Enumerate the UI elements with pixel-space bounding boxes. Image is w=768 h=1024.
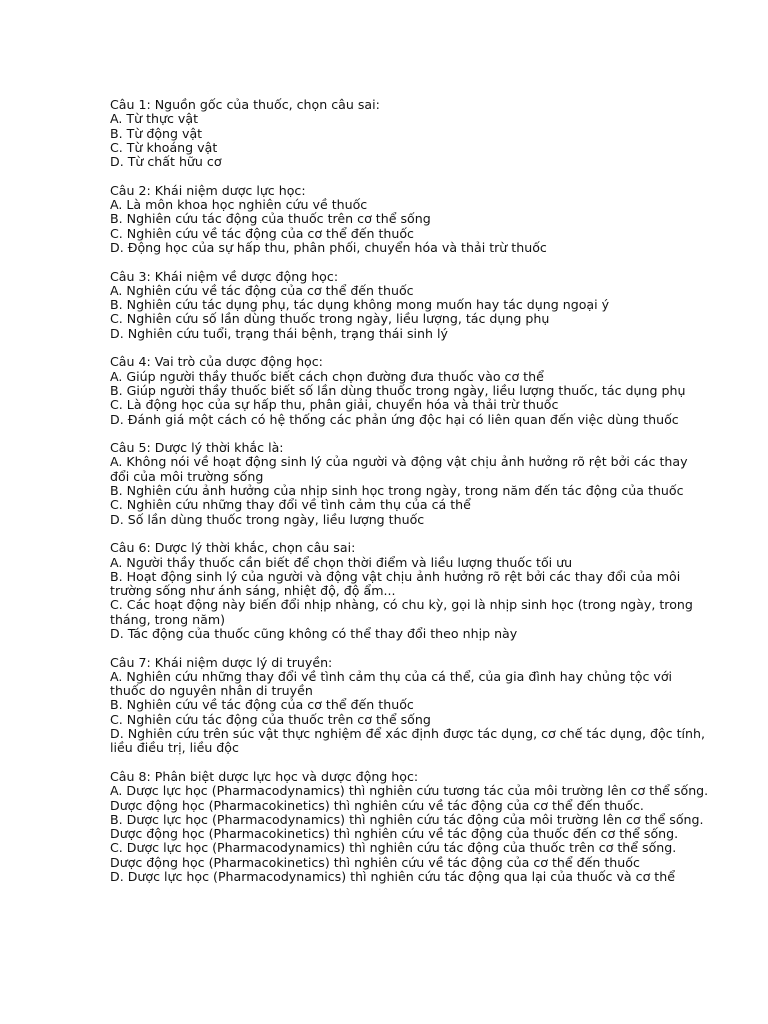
answer-option-a: A. Dược lực học (Pharmacodynamics) thì nghiên cứu tương tác của môi trường lên cơ thể sống. Dược động học (Pharmacokinetics) thì nghiên cứu về tác động của cơ thể đến thuốc. [110, 783, 709, 813]
question-title: Câu 1: Nguồn gốc của thuốc, chọn câu sai: [110, 97, 380, 112]
answer-option-c: C. Nghiên cứu số lần dùng thuốc trong ngày, liều lượng, tác dụng phụ [110, 311, 550, 327]
answer-option-a: A. Người thầy thuốc cần biết để chọn thời điểm và liều lượng thuốc tối ưu [110, 554, 573, 570]
question-title: Câu 8: Phân biệt dược lực học và dược động học: [110, 768, 419, 784]
answer-option-a: A. Giúp người thầy thuốc biết cách chọn đường đưa thuốc vào cơ thể [110, 368, 544, 384]
question-3 [110, 270, 710, 341]
question-title: Câu 5: Dược lý thời khắc là: [110, 440, 284, 456]
answer-option-b: B. Nghiên cứu về tác động của cơ thể đến thuốc [110, 697, 414, 713]
question-title: Câu 6: Dược lý thời khắc, chọn câu sai: [110, 540, 356, 556]
question-title: Câu 3: Khái niệm về dược động học: [110, 268, 339, 284]
question-7 [110, 656, 710, 756]
answer-option-c: C. Nghiên cứu những thay đổi về tình cảm thụ của cá thể [110, 497, 471, 513]
answer-option-c: C. Là động học của sự hấp thu, phân giải, chuyển hóa và thải trừ thuốc [110, 397, 559, 413]
answer-option-b: B. Giúp người thầy thuốc biết số lần dùng thuốc trong ngày, liều lượng thuốc, tác dụng phụ [110, 382, 686, 398]
question-6 [110, 541, 710, 641]
question-4 [110, 355, 710, 426]
answer-option-a: A. Nghiên cứu những thay đổi về tình cảm thụ của cá thể, của gia đình hay chủng tộc với thuốc do nguyên nhân di truyền [110, 668, 673, 699]
question-5 [110, 441, 710, 527]
question-title: Câu 7: Khái niệm dược lý di truyền: [110, 654, 333, 670]
answer-option-b: B. Nghiên cứu tác dụng phụ, tác dụng không mong muốn hay tác dụng ngoại ý [110, 297, 610, 313]
answer-option-c: C. Từ khoáng vật [110, 139, 218, 155]
answer-option-b: B. Nghiên cứu tác động của thuốc trên cơ thể sống [110, 211, 431, 227]
answer-option-c: C. Nghiên cứu tác động của thuốc trên cơ thể sống [110, 711, 431, 727]
answer-option-a: A. Từ thực vật [110, 111, 199, 127]
question-1 [110, 98, 710, 169]
answer-option-c: C. Nghiên cứu về tác động của cơ thể đến thuốc [110, 225, 414, 241]
answer-option-b: B. Từ động vật [110, 125, 203, 141]
answer-option-d: D. Số lần dùng thuốc trong ngày, liều lượng thuốc [110, 511, 425, 527]
answer-option-d: D. Động học của sự hấp thu, phân phối, chuyển hóa và thải trừ thuốc [110, 239, 547, 255]
answer-option-d: D. Đánh giá một cách có hệ thống các phản ứng độc hại có liên quan đến việc dùng thuốc [110, 411, 679, 427]
question-8 [110, 770, 710, 884]
answer-option-d: D. Nghiên cứu trên súc vật thực nghiệm để xác định được tác dụng, cơ chế tác dụng, độc tính, liều điều trị, liều độc [110, 726, 705, 756]
answer-option-c: C. Dược lực học (Pharmacodynamics) thì nghiên cứu tác động của thuốc trên cơ thể sống. Dược động học (Pharmacokinetics) thì nghiên cứu về tác động của cơ thể đến thuốc [110, 840, 677, 870]
answer-option-a: A. Là môn khoa học nghiên cứu về thuốc [110, 197, 368, 213]
answer-option-c: C. Các hoạt động này biến đổi nhịp nhàng, có chu kỳ, gọi là nhịp sinh học (trong ngày, trong tháng, trong năm) [110, 597, 693, 627]
question-list [110, 98, 710, 899]
answer-option-d: D. Từ chất hữu cơ [110, 154, 222, 170]
answer-option-d: D. Nghiên cứu tuổi, trạng thái bệnh, trạng thái sinh lý [110, 325, 448, 341]
answer-option-a: A. Không nói về hoạt động sinh lý của người và động vật chịu ảnh hưởng rõ rệt bởi các thay đổi của môi trường sống [110, 454, 688, 484]
answer-option-b: B. Dược lực học (Pharmacodynamics) thì nghiên cứu tác động của môi trường lên cơ thể sống. Dược động học (Pharmacokinetics) thì nghiên cứu về tác động của thuốc đến cơ thể sống. [110, 811, 704, 842]
answer-option-a: A. Nghiên cứu về tác động của cơ thể đến thuốc [110, 282, 414, 298]
question-title: Câu 4: Vai trò của dược động học: [110, 354, 323, 370]
answer-option-d: D. Dược lực học (Pharmacodynamics) thì nghiên cứu tác động qua lại của thuốc và cơ thể [110, 869, 675, 885]
question-title: Câu 2: Khái niệm dược lực học: [110, 182, 306, 198]
answer-option-b: B. Nghiên cứu ảnh hưởng của nhịp sinh học trong ngày, trong năm đến tác động của thuốc [110, 483, 684, 499]
question-2 [110, 184, 710, 255]
answer-option-b: B. Hoạt động sinh lý của người và động vật chịu ảnh hưởng rõ rệt bởi các thay đổi của môi trường sống như ánh sáng, nhiệt độ, độ ẩm... [110, 568, 681, 599]
answer-option-d: D. Tác động của thuốc cũng không có thể thay đổi theo nhịp này [110, 625, 518, 641]
